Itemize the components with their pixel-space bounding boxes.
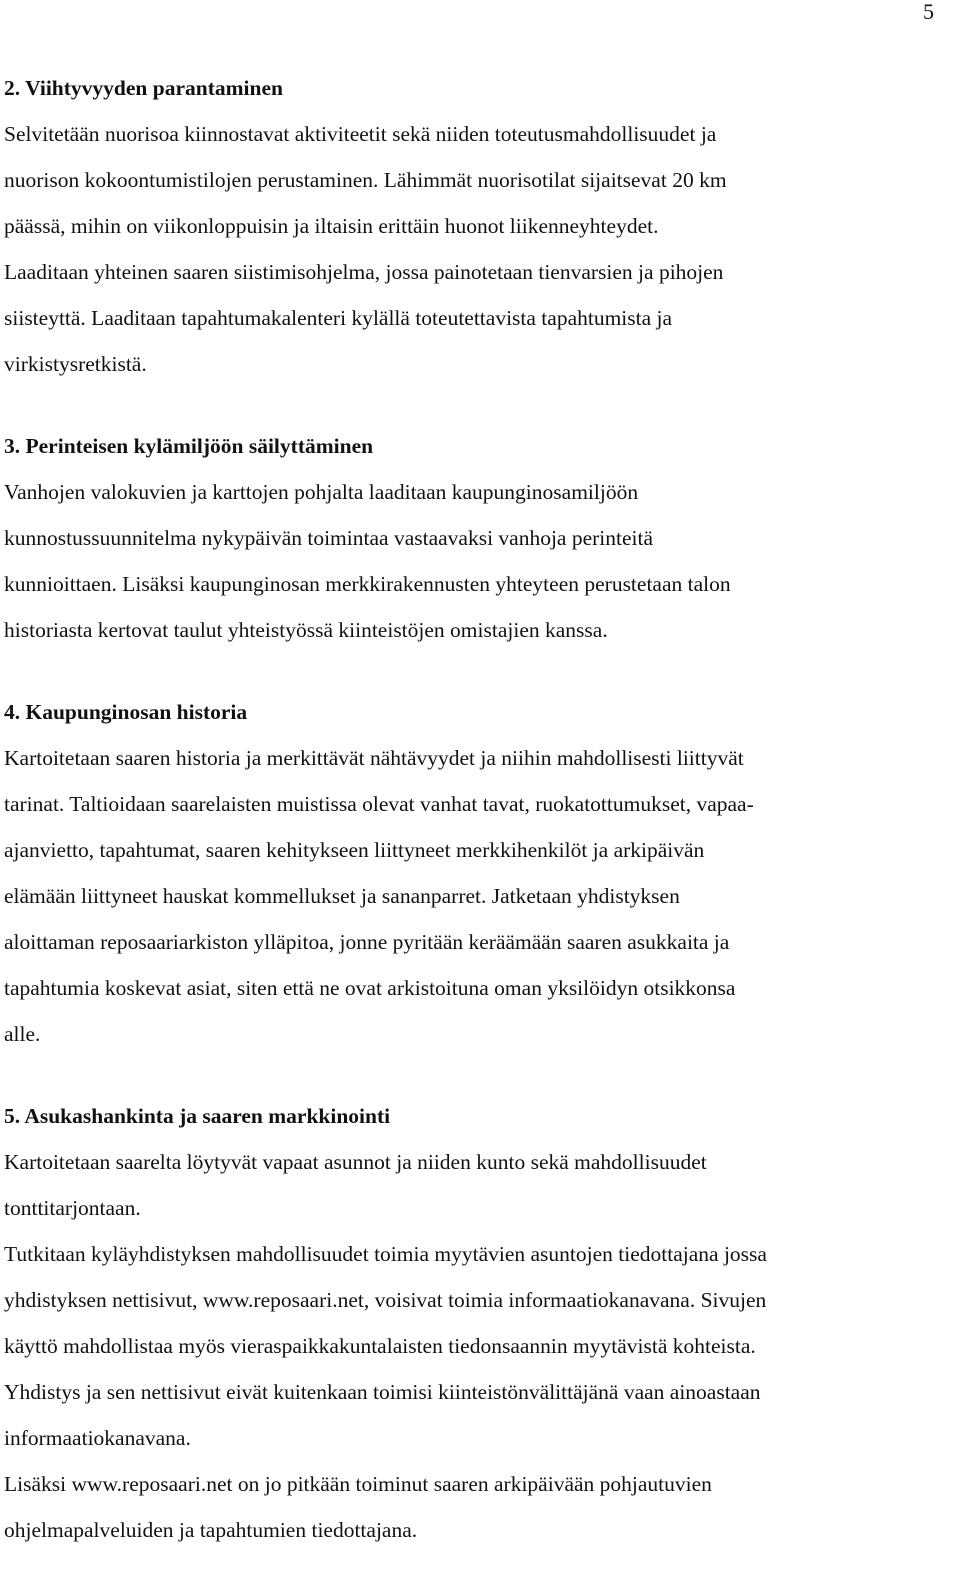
paragraph-line: Laaditaan yhteinen saaren siistimisohjelma, jossa painotetaan tienvarsien ja pihojen [4,260,724,284]
paragraph-line: tarinat. Taltioidaan saarelaisten muistissa olevat vanhat tavat, ruokatottumukset, vapaa- [4,792,754,816]
paragraph-line: ohjelmapalveluiden ja tapahtumien tiedottajana. [4,1518,418,1542]
paragraph-line: käyttö mahdollistaa myös vieraspaikkakuntalaisten tiedonsaannin myytävistä kohteista. [4,1334,756,1358]
paragraph-line: kunnioittaen. Lisäksi kaupunginosan merkkirakennusten yhteyteen perustetaan talon [4,572,731,596]
paragraph-line: kunnostussuunnitelma nykypäivän toimintaa vastaavaksi vanhoja perinteitä [4,526,654,550]
paragraph-line: historiasta kertovat taulut yhteistyössä kiinteistöjen omistajien kanssa. [4,618,608,642]
paragraph-line: Vanhojen valokuvien ja karttojen pohjalta laaditaan kaupunginosamiljöön [4,480,639,504]
section-heading: 5. Asukashankinta ja saaren markkinointi [4,1104,391,1128]
page-number: 5 [923,0,934,24]
paragraph-line: elämään liittyneet hauskat kommellukset ja sananparret. Jatketaan yhdistyksen [4,884,680,908]
paragraph-line: nuorison kokoontumistilojen perustaminen. Lähimmät nuorisotilat sijaitsevat 20 km [4,168,727,192]
section-heading: 3. Perinteisen kylämiljöön säilyttäminen [4,434,374,458]
section-viihtyvyys [4,65,952,387]
document-body [4,65,952,1589]
paragraph-line: Lisäksi www.reposaari.net on jo pitkään toiminut saaren arkipäivään pohjautuvien [4,1472,712,1496]
section-heading: 2. Viihtyvyyden parantaminen [4,76,283,100]
section-heading: 4. Kaupunginosan historia [4,700,248,724]
paragraph-line: virkistysretkistä. [4,352,147,376]
section-asukashankinta [4,1093,952,1553]
paragraph-line: päässä, mihin on viikonloppuisin ja iltaisin erittäin huonot liikenneyhteydet. [4,214,659,238]
paragraph-line: Kartoitetaan saarelta löytyvät vapaat asunnot ja niiden kunto sekä mahdollisuudet [4,1150,707,1174]
paragraph-line: aloittaman reposaariarkiston ylläpitoa, jonne pyritään keräämään saaren asukkaita ja [4,930,730,954]
paragraph-line: Selvitetään nuorisoa kiinnostavat aktiviteetit sekä niiden toteutusmahdollisuudet ja [4,122,717,146]
paragraph-line: tonttitarjontaan. [4,1196,141,1220]
section-kylamiljoo [4,423,952,653]
paragraph-line: tapahtumia koskevat asiat, siten että ne ovat arkistoituna oman yksilöidyn otsikkonsa [4,976,736,1000]
paragraph-line: alle. [4,1022,41,1046]
section-historia [4,689,952,1057]
paragraph-line: Kartoitetaan saaren historia ja merkittävät nähtävyydet ja niihin mahdollisesti liittyvät [4,746,744,770]
paragraph-line: ajanvietto, tapahtumat, saaren kehitykseen liittyneet merkkihenkilöt ja arkipäivän [4,838,705,862]
paragraph-line: yhdistyksen nettisivut, www.reposaari.net, voisivat toimia informaatiokanavana. Sivujen [4,1288,767,1312]
paragraph-line: siisteyttä. Laaditaan tapahtumakalenteri kylällä toteutettavista tapahtumista ja [4,306,673,330]
paragraph-line: Yhdistys ja sen nettisivut eivät kuitenkaan toimisi kiinteistönvälittäjänä vaan ainoastaan [4,1380,761,1404]
paragraph-line: informaatiokanavana. [4,1426,191,1450]
paragraph-line: Tutkitaan kyläyhdistyksen mahdollisuudet toimia myytävien asuntojen tiedottajana jossa [4,1242,767,1266]
